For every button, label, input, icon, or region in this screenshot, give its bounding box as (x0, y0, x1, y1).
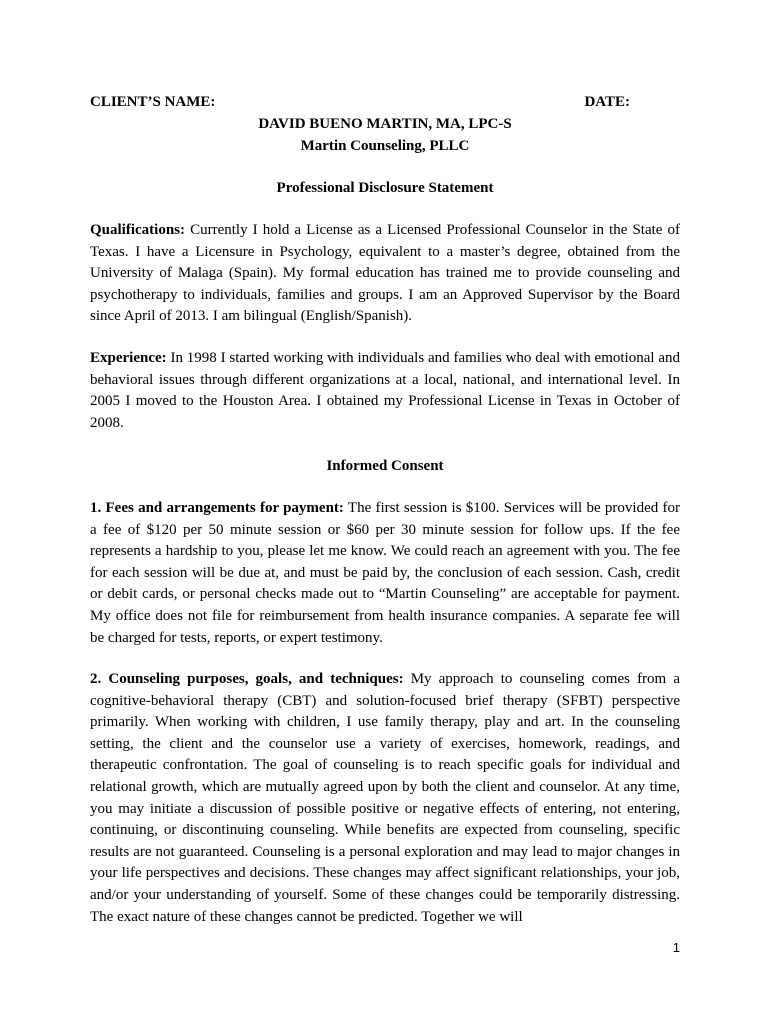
experience-paragraph (90, 348, 680, 434)
client-date-header (90, 94, 630, 114)
counselor-name: DAVID BUENO MARTIN, MA, LPC-S (258, 116, 512, 132)
qualifications-paragraph (90, 220, 680, 328)
counseling-paragraph (90, 669, 680, 928)
experience-heading: Experience: (90, 350, 167, 366)
qualifications-text: Currently I hold a License as a Licensed Professional Counselor in the State of Texas. I have a Licensure in Psychology, equivalent to a master’s degree, obtained from the University of Malaga (Spain). My formal education has trained me to provide counseling and psychotherapy to individuals, families and groups. I am an Approved Supervisor by the Board since April of 2013. I am bilingual (English/Spanish). (90, 222, 680, 325)
fees-heading: 1. Fees and arrangements for payment: (90, 500, 344, 516)
document-title: Professional Disclosure Statement (276, 180, 494, 196)
informed-consent-title: Informed Consent (326, 458, 444, 474)
practice-name: Martin Counseling, PLLC (300, 138, 470, 154)
fees-text: The first session is $100. Services will be provided for a fee of $120 per 50 minute session or $60 per 30 minute session for follow ups. If the fee represents a hardship to you, please let me know. We could reach an agreement with you. The fee for each session will be due at, and must be paid by, the conclusion of each session. Cash, credit or debit cards, or personal checks made out to “Martin Counseling” are acceptable for payment. My office does not file for reimbursement from health insurance companies. A separate fee will be charged for tests, reports, or expert testimony. (90, 500, 680, 646)
experience-text: In 1998 I started working with individuals and families who deal with emotional and behavioral issues through different organizations at a local, national, and international level. In 2005 I moved to the Houston Area. I obtained my Professional License in Texas in October of 2008. (90, 350, 680, 431)
counseling-text: My approach to counseling comes from a cognitive-behavioral therapy (CBT) and solution-focused brief therapy (SFBT) perspective primarily. When working with children, I use family therapy, play and art. In the counseling setting, the client and the counselor use a variety of exercises, homework, readings, and therapeutic confrontation. The goal of counseling is to reach specific goals for individual and relational growth, which are mutually agreed upon by both the client and counselor. At any time, you may initiate a discussion of possible positive or negative effects of entering, not entering, continuing, or discontinuing counseling. While benefits are expected from counseling, specific results are not guaranteed. Counseling is a personal exploration and may lead to major changes in your life perspectives and decisions. These changes may affect significant relationships, your job, and/or your understanding of yourself. Some of these changes could be temporarily distressing. The exact nature of these changes cannot be predicted. Together we will (90, 671, 680, 925)
counseling-heading: 2. Counseling purposes, goals, and techniques: (90, 671, 404, 687)
qualifications-heading: Qualifications: (90, 222, 186, 238)
page-number: 1 (672, 940, 680, 955)
client-name-label: CLIENT’S NAME: (90, 94, 216, 110)
fees-paragraph (90, 498, 680, 649)
date-label: DATE: (584, 94, 630, 110)
